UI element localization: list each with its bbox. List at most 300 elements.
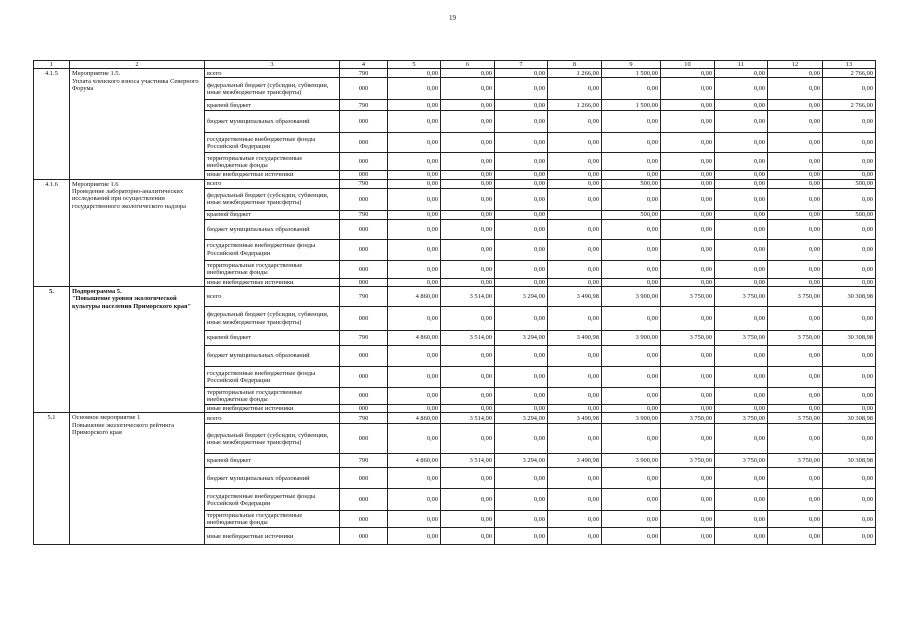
year-value: 3 750,00 bbox=[768, 287, 823, 307]
year-value: 0,00 bbox=[441, 188, 495, 210]
total-value: 0,00 bbox=[823, 239, 876, 260]
year-value: 0,00 bbox=[388, 219, 441, 239]
budget-code: 000 bbox=[340, 307, 388, 331]
budget-code: 000 bbox=[340, 424, 388, 454]
year-value: 1 500,00 bbox=[602, 69, 661, 78]
budget-code: 790 bbox=[340, 210, 388, 219]
year-value: 0,00 bbox=[441, 100, 495, 111]
funding-source: иные внебюджетные источники bbox=[205, 278, 340, 286]
year-value: 0,00 bbox=[388, 367, 441, 388]
year-value: 0,00 bbox=[602, 388, 661, 405]
total-value: 0,00 bbox=[823, 153, 876, 171]
year-value: 0,00 bbox=[602, 424, 661, 454]
year-value: 3 750,00 bbox=[715, 454, 768, 468]
year-value: 0,00 bbox=[661, 424, 715, 454]
year-value: 0,00 bbox=[661, 260, 715, 278]
year-value: 0,00 bbox=[768, 346, 823, 367]
budget-code: 000 bbox=[340, 171, 388, 179]
header-cell: 6 bbox=[441, 61, 495, 69]
year-value bbox=[548, 210, 602, 219]
activity-title bbox=[70, 179, 205, 286]
year-value: 0,00 bbox=[388, 307, 441, 331]
year-value: 0,00 bbox=[602, 278, 661, 286]
year-value: 3 514,00 bbox=[441, 413, 495, 424]
year-value: 1 266,00 bbox=[548, 100, 602, 111]
budget-code: 000 bbox=[340, 367, 388, 388]
funding-source: иные внебюджетные источники bbox=[205, 405, 340, 413]
year-value: 0,00 bbox=[548, 346, 602, 367]
year-value: 0,00 bbox=[715, 133, 768, 153]
funding-source: федеральный бюджет (субсидии, субвенции, иные межбюджетные трансферты) bbox=[205, 78, 340, 100]
year-value: 0,00 bbox=[602, 405, 661, 413]
year-value: 0,00 bbox=[548, 405, 602, 413]
budget-code: 790 bbox=[340, 69, 388, 78]
year-value: 0,00 bbox=[768, 210, 823, 219]
year-value: 0,00 bbox=[715, 100, 768, 111]
year-value: 0,00 bbox=[661, 388, 715, 405]
year-value: 0,00 bbox=[768, 468, 823, 489]
total-value: 0,00 bbox=[823, 133, 876, 153]
header-cell: 13 bbox=[823, 61, 876, 69]
total-value: 0,00 bbox=[823, 260, 876, 278]
year-value: 0,00 bbox=[548, 111, 602, 133]
year-value: 4 860,00 bbox=[388, 413, 441, 424]
year-value: 0,00 bbox=[495, 468, 548, 489]
year-value: 3 900,00 bbox=[602, 454, 661, 468]
year-value: 500,00 bbox=[602, 179, 661, 188]
funding-source: государственные внебюджетные фонды Российской Федерации bbox=[205, 367, 340, 388]
year-value: 0,00 bbox=[602, 468, 661, 489]
funding-source: федеральный бюджет (субсидии, субвенции, иные межбюджетные трансферты) bbox=[205, 307, 340, 331]
activity-title-text: Подпрограмма 5. "Повышение уровня экологической культуры населения Приморского края" bbox=[72, 288, 192, 310]
year-value: 0,00 bbox=[768, 171, 823, 179]
year-value: 0,00 bbox=[768, 239, 823, 260]
year-value: 0,00 bbox=[495, 307, 548, 331]
total-value: 0,00 bbox=[823, 405, 876, 413]
year-value: 0,00 bbox=[548, 171, 602, 179]
year-value: 0,00 bbox=[388, 179, 441, 188]
year-value: 0,00 bbox=[388, 260, 441, 278]
total-value: 0,00 bbox=[823, 511, 876, 528]
year-value: 0,00 bbox=[715, 405, 768, 413]
year-value: 0,00 bbox=[388, 153, 441, 171]
year-value: 0,00 bbox=[495, 528, 548, 545]
year-value: 0,00 bbox=[715, 171, 768, 179]
year-value: 0,00 bbox=[495, 260, 548, 278]
year-value: 0,00 bbox=[602, 188, 661, 210]
year-value: 0,00 bbox=[388, 424, 441, 454]
year-value: 0,00 bbox=[715, 307, 768, 331]
year-value: 0,00 bbox=[388, 210, 441, 219]
year-value: 0,00 bbox=[495, 100, 548, 111]
year-value: 0,00 bbox=[661, 278, 715, 286]
total-value: 0,00 bbox=[823, 219, 876, 239]
year-value: 0,00 bbox=[441, 69, 495, 78]
budget-code: 790 bbox=[340, 454, 388, 468]
year-value: 0,00 bbox=[495, 424, 548, 454]
year-value: 0,00 bbox=[548, 528, 602, 545]
year-value: 0,00 bbox=[548, 367, 602, 388]
year-value: 0,00 bbox=[548, 239, 602, 260]
year-value: 0,00 bbox=[602, 133, 661, 153]
funding-source: территориальные государственные внебюджетные фонды bbox=[205, 511, 340, 528]
funding-source: всего bbox=[205, 413, 340, 424]
year-value: 3 750,00 bbox=[661, 331, 715, 346]
year-value: 0,00 bbox=[661, 489, 715, 511]
year-value: 0,00 bbox=[441, 153, 495, 171]
budget-code: 790 bbox=[340, 413, 388, 424]
header-cell: 1 bbox=[34, 61, 70, 69]
budget-table bbox=[33, 60, 876, 545]
header-cell: 9 bbox=[602, 61, 661, 69]
row-index: 5. bbox=[34, 287, 70, 413]
year-value: 0,00 bbox=[388, 69, 441, 78]
activity-title bbox=[70, 413, 205, 545]
total-value: 30 308,98 bbox=[823, 287, 876, 307]
year-value: 3 514,00 bbox=[441, 331, 495, 346]
year-value: 0,00 bbox=[661, 210, 715, 219]
year-value: 0,00 bbox=[441, 511, 495, 528]
year-value: 0,00 bbox=[441, 489, 495, 511]
funding-source: территориальные государственные внебюджетные фонды bbox=[205, 153, 340, 171]
year-value: 0,00 bbox=[495, 388, 548, 405]
year-value: 0,00 bbox=[388, 133, 441, 153]
year-value: 3 490,98 bbox=[548, 287, 602, 307]
year-value: 0,00 bbox=[715, 278, 768, 286]
year-value: 0,00 bbox=[661, 367, 715, 388]
year-value: 0,00 bbox=[661, 307, 715, 331]
year-value: 0,00 bbox=[768, 489, 823, 511]
year-value: 0,00 bbox=[548, 307, 602, 331]
table-row bbox=[34, 69, 876, 78]
funding-source: государственные внебюджетные фонды Российской Федерации bbox=[205, 239, 340, 260]
year-value: 0,00 bbox=[768, 424, 823, 454]
budget-code: 000 bbox=[340, 78, 388, 100]
year-value: 0,00 bbox=[441, 468, 495, 489]
activity-title-text: Мероприятие 1.6 Проведение лабораторно-аналитических исследований при осуществлении государственного экологического надзора bbox=[72, 180, 187, 210]
year-value: 0,00 bbox=[768, 219, 823, 239]
year-value: 3 900,00 bbox=[602, 331, 661, 346]
activity-title bbox=[70, 287, 205, 413]
total-value: 0,00 bbox=[823, 111, 876, 133]
year-value: 3 750,00 bbox=[661, 287, 715, 307]
year-value: 0,00 bbox=[602, 111, 661, 133]
year-value: 3 294,00 bbox=[495, 331, 548, 346]
year-value: 0,00 bbox=[661, 239, 715, 260]
year-value: 0,00 bbox=[388, 528, 441, 545]
budget-code: 000 bbox=[340, 489, 388, 511]
year-value: 0,00 bbox=[441, 424, 495, 454]
budget-code: 000 bbox=[340, 511, 388, 528]
budget-code: 000 bbox=[340, 388, 388, 405]
year-value: 0,00 bbox=[388, 171, 441, 179]
year-value: 0,00 bbox=[495, 210, 548, 219]
year-value: 0,00 bbox=[388, 239, 441, 260]
year-value: 0,00 bbox=[548, 219, 602, 239]
year-value: 3 294,00 bbox=[495, 287, 548, 307]
budget-code: 000 bbox=[340, 219, 388, 239]
year-value: 1 500,00 bbox=[602, 100, 661, 111]
year-value: 0,00 bbox=[441, 307, 495, 331]
total-value: 0,00 bbox=[823, 171, 876, 179]
table-row bbox=[34, 287, 876, 307]
year-value: 0,00 bbox=[661, 405, 715, 413]
year-value: 0,00 bbox=[495, 188, 548, 210]
year-value: 3 490,98 bbox=[548, 454, 602, 468]
year-value: 0,00 bbox=[715, 111, 768, 133]
year-value: 0,00 bbox=[441, 133, 495, 153]
year-value: 0,00 bbox=[388, 511, 441, 528]
year-value: 0,00 bbox=[715, 489, 768, 511]
year-value: 0,00 bbox=[661, 219, 715, 239]
year-value: 0,00 bbox=[715, 219, 768, 239]
total-value: 2 766,00 bbox=[823, 100, 876, 111]
total-value: 0,00 bbox=[823, 78, 876, 100]
table-row bbox=[34, 179, 876, 188]
funding-source: бюджет муниципальных образований bbox=[205, 346, 340, 367]
year-value: 0,00 bbox=[441, 210, 495, 219]
year-value: 0,00 bbox=[495, 133, 548, 153]
header-row bbox=[34, 61, 876, 69]
year-value: 0,00 bbox=[715, 468, 768, 489]
budget-code: 000 bbox=[340, 111, 388, 133]
year-value: 0,00 bbox=[548, 468, 602, 489]
year-value: 0,00 bbox=[602, 346, 661, 367]
header-cell: 11 bbox=[715, 61, 768, 69]
year-value: 0,00 bbox=[548, 153, 602, 171]
total-value: 500,00 bbox=[823, 179, 876, 188]
year-value: 0,00 bbox=[441, 528, 495, 545]
year-value: 0,00 bbox=[602, 153, 661, 171]
page-number: 19 bbox=[449, 14, 456, 22]
year-value: 0,00 bbox=[715, 260, 768, 278]
year-value: 0,00 bbox=[768, 528, 823, 545]
year-value: 3 750,00 bbox=[768, 331, 823, 346]
year-value: 0,00 bbox=[548, 179, 602, 188]
year-value: 0,00 bbox=[441, 179, 495, 188]
funding-source: краевой бюджет bbox=[205, 331, 340, 346]
year-value: 0,00 bbox=[441, 111, 495, 133]
year-value: 0,00 bbox=[661, 111, 715, 133]
year-value: 0,00 bbox=[495, 405, 548, 413]
total-value: 30 308,98 bbox=[823, 454, 876, 468]
year-value: 0,00 bbox=[548, 511, 602, 528]
year-value: 0,00 bbox=[495, 239, 548, 260]
year-value: 0,00 bbox=[495, 346, 548, 367]
budget-code: 000 bbox=[340, 153, 388, 171]
year-value: 3 750,00 bbox=[661, 413, 715, 424]
year-value: 4 860,00 bbox=[388, 287, 441, 307]
year-value: 0,00 bbox=[661, 78, 715, 100]
year-value: 0,00 bbox=[602, 489, 661, 511]
year-value: 0,00 bbox=[388, 346, 441, 367]
year-value: 0,00 bbox=[495, 171, 548, 179]
funding-source: государственные внебюджетные фонды Российской Федерации bbox=[205, 489, 340, 511]
year-value: 0,00 bbox=[715, 179, 768, 188]
year-value: 0,00 bbox=[495, 367, 548, 388]
total-value: 0,00 bbox=[823, 489, 876, 511]
year-value: 3 514,00 bbox=[441, 287, 495, 307]
header-cell: 5 bbox=[388, 61, 441, 69]
year-value: 3 750,00 bbox=[715, 287, 768, 307]
total-value: 500,00 bbox=[823, 210, 876, 219]
year-value: 0,00 bbox=[602, 367, 661, 388]
year-value: 0,00 bbox=[441, 405, 495, 413]
year-value: 0,00 bbox=[715, 188, 768, 210]
funding-source: иные внебюджетные источники bbox=[205, 171, 340, 179]
year-value: 0,00 bbox=[495, 511, 548, 528]
year-value: 0,00 bbox=[495, 111, 548, 133]
total-value: 0,00 bbox=[823, 307, 876, 331]
year-value: 0,00 bbox=[548, 388, 602, 405]
year-value: 0,00 bbox=[388, 111, 441, 133]
year-value: 0,00 bbox=[548, 278, 602, 286]
header-cell: 3 bbox=[205, 61, 340, 69]
budget-code: 790 bbox=[340, 179, 388, 188]
activity-title-text: Основное мероприятие 1 Повышение экологического рейтинга Приморского края bbox=[72, 414, 175, 437]
header-cell: 2 bbox=[70, 61, 205, 69]
year-value: 0,00 bbox=[495, 489, 548, 511]
year-value: 0,00 bbox=[768, 307, 823, 331]
year-value: 0,00 bbox=[495, 153, 548, 171]
budget-code: 000 bbox=[340, 260, 388, 278]
year-value: 0,00 bbox=[441, 260, 495, 278]
budget-code: 790 bbox=[340, 100, 388, 111]
year-value: 0,00 bbox=[548, 133, 602, 153]
year-value: 0,00 bbox=[768, 260, 823, 278]
year-value: 3 750,00 bbox=[661, 454, 715, 468]
year-value: 3 490,98 bbox=[548, 331, 602, 346]
funding-source: бюджет муниципальных образований bbox=[205, 468, 340, 489]
year-value: 500,00 bbox=[602, 210, 661, 219]
budget-code: 000 bbox=[340, 468, 388, 489]
year-value: 0,00 bbox=[548, 78, 602, 100]
row-index: 5.1 bbox=[34, 413, 70, 545]
year-value: 0,00 bbox=[602, 239, 661, 260]
year-value: 0,00 bbox=[661, 188, 715, 210]
year-value: 0,00 bbox=[661, 346, 715, 367]
year-value: 0,00 bbox=[388, 468, 441, 489]
year-value: 0,00 bbox=[768, 133, 823, 153]
year-value: 0,00 bbox=[661, 179, 715, 188]
header-cell: 12 bbox=[768, 61, 823, 69]
year-value: 0,00 bbox=[715, 528, 768, 545]
year-value: 0,00 bbox=[768, 179, 823, 188]
total-value: 0,00 bbox=[823, 528, 876, 545]
year-value: 0,00 bbox=[661, 511, 715, 528]
year-value: 0,00 bbox=[441, 278, 495, 286]
year-value: 0,00 bbox=[495, 179, 548, 188]
row-index: 4.1.5 bbox=[34, 69, 70, 179]
year-value: 3 750,00 bbox=[768, 413, 823, 424]
funding-source: государственные внебюджетные фонды Российской Федерации bbox=[205, 133, 340, 153]
year-value: 0,00 bbox=[715, 367, 768, 388]
year-value: 3 514,00 bbox=[441, 454, 495, 468]
year-value: 0,00 bbox=[661, 133, 715, 153]
year-value: 0,00 bbox=[768, 153, 823, 171]
year-value: 0,00 bbox=[388, 489, 441, 511]
year-value: 0,00 bbox=[495, 219, 548, 239]
year-value: 0,00 bbox=[715, 210, 768, 219]
total-value: 0,00 bbox=[823, 468, 876, 489]
row-index: 4.1.6 bbox=[34, 179, 70, 286]
year-value: 3 750,00 bbox=[715, 413, 768, 424]
year-value: 0,00 bbox=[661, 468, 715, 489]
year-value: 0,00 bbox=[548, 424, 602, 454]
year-value: 0,00 bbox=[602, 307, 661, 331]
total-value: 30 308,98 bbox=[823, 413, 876, 424]
year-value: 0,00 bbox=[548, 260, 602, 278]
year-value: 0,00 bbox=[602, 171, 661, 179]
budget-code: 000 bbox=[340, 346, 388, 367]
year-value: 0,00 bbox=[602, 78, 661, 100]
year-value: 0,00 bbox=[715, 511, 768, 528]
year-value: 0,00 bbox=[768, 367, 823, 388]
year-value: 0,00 bbox=[602, 528, 661, 545]
year-value: 0,00 bbox=[661, 153, 715, 171]
year-value: 4 860,00 bbox=[388, 454, 441, 468]
year-value: 0,00 bbox=[441, 78, 495, 100]
year-value: 0,00 bbox=[441, 388, 495, 405]
year-value: 0,00 bbox=[441, 367, 495, 388]
year-value: 0,00 bbox=[495, 278, 548, 286]
year-value: 0,00 bbox=[768, 111, 823, 133]
total-value: 0,00 bbox=[823, 367, 876, 388]
year-value: 0,00 bbox=[602, 260, 661, 278]
funding-source: краевой бюджет bbox=[205, 454, 340, 468]
year-value: 0,00 bbox=[768, 511, 823, 528]
funding-source: всего bbox=[205, 287, 340, 307]
year-value: 0,00 bbox=[548, 188, 602, 210]
year-value: 0,00 bbox=[768, 405, 823, 413]
year-value: 0,00 bbox=[388, 78, 441, 100]
funding-source: краевой бюджет bbox=[205, 100, 340, 111]
budget-code: 000 bbox=[340, 528, 388, 545]
header-cell: 10 bbox=[661, 61, 715, 69]
year-value: 0,00 bbox=[715, 388, 768, 405]
total-value: 0,00 bbox=[823, 188, 876, 210]
table-row bbox=[34, 413, 876, 424]
year-value: 0,00 bbox=[768, 100, 823, 111]
year-value: 0,00 bbox=[388, 188, 441, 210]
funding-source: федеральный бюджет (субсидии, субвенции, иные межбюджетные трансферты) bbox=[205, 188, 340, 210]
year-value: 3 294,00 bbox=[495, 454, 548, 468]
funding-source: федеральный бюджет (субсидии, субвенции, иные межбюджетные трансферты) bbox=[205, 424, 340, 454]
year-value: 0,00 bbox=[388, 405, 441, 413]
year-value: 0,00 bbox=[495, 69, 548, 78]
header-cell: 7 bbox=[495, 61, 548, 69]
year-value: 0,00 bbox=[715, 78, 768, 100]
funding-source: иные внебюджетные источники bbox=[205, 528, 340, 545]
year-value: 0,00 bbox=[768, 388, 823, 405]
activity-title-text: Мероприятие 1.5. Уплата членского взноса участника Северного Форума bbox=[72, 70, 199, 93]
year-value: 0,00 bbox=[715, 239, 768, 260]
year-value: 0,00 bbox=[715, 69, 768, 78]
header-cell: 4 bbox=[340, 61, 388, 69]
year-value: 0,00 bbox=[602, 511, 661, 528]
year-value: 0,00 bbox=[661, 100, 715, 111]
total-value: 0,00 bbox=[823, 278, 876, 286]
funding-source: краевой бюджет bbox=[205, 210, 340, 219]
year-value: 0,00 bbox=[602, 219, 661, 239]
funding-source: всего bbox=[205, 179, 340, 188]
activity-title bbox=[70, 69, 205, 179]
header-cell: 8 bbox=[548, 61, 602, 69]
year-value: 4 860,00 bbox=[388, 331, 441, 346]
year-value: 1 266,00 bbox=[548, 69, 602, 78]
year-value: 0,00 bbox=[768, 278, 823, 286]
year-value: 3 900,00 bbox=[602, 413, 661, 424]
